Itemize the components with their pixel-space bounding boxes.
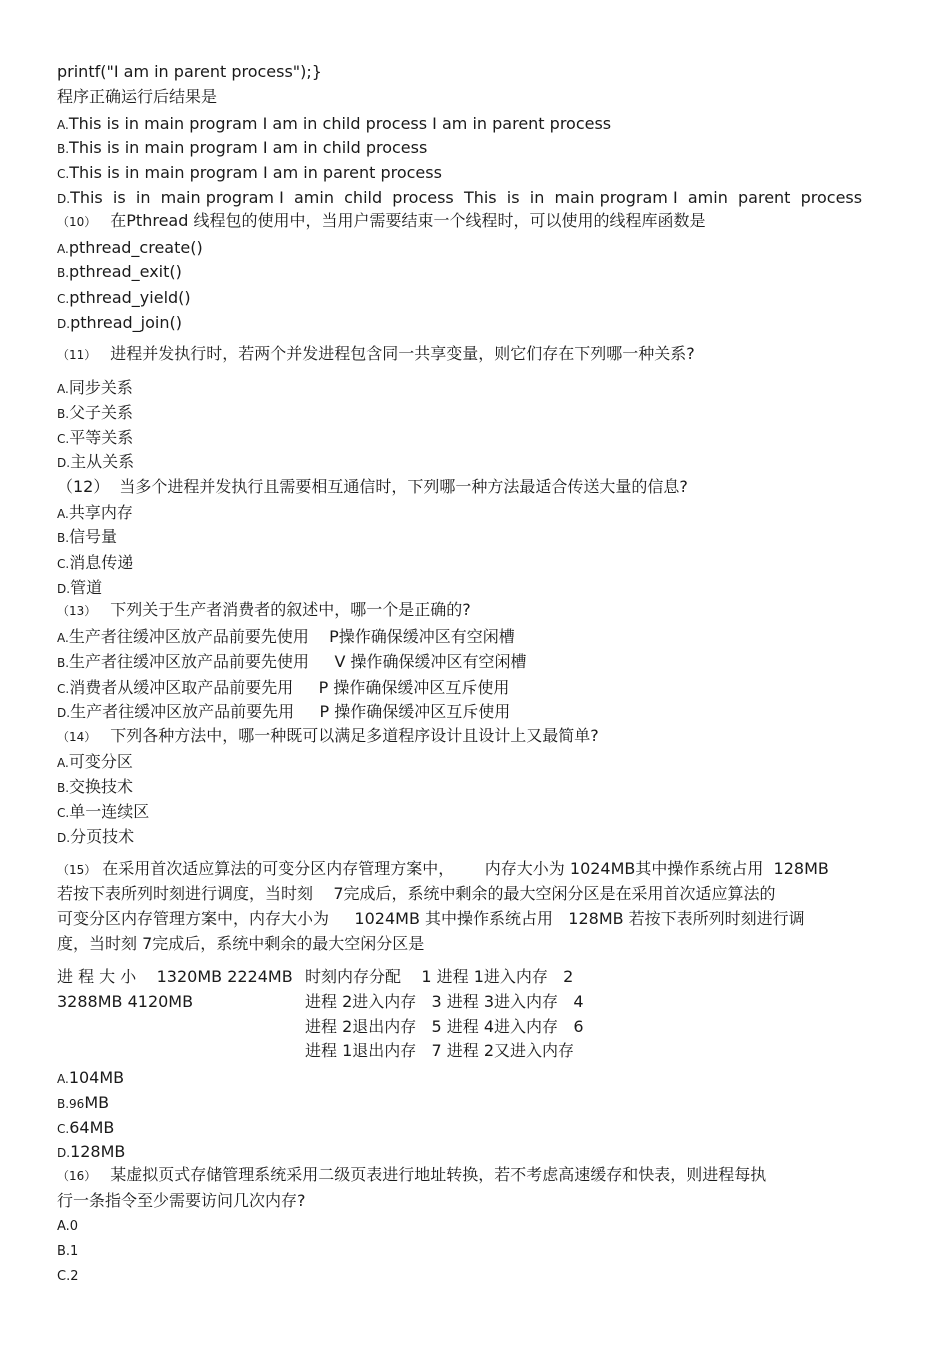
option-14d: D.分页技术: [57, 827, 135, 846]
code-line: printf("I am in parent process");}: [57, 62, 322, 81]
option-15b: B.96MB: [57, 1093, 110, 1112]
option-16a: A.0: [57, 1219, 79, 1234]
question-12: （12） 当多个进程并发执行且需要相互通信时，下列哪一种方法最适合传送大量的信息?: [57, 477, 688, 496]
option-15c: C.64MB: [57, 1118, 115, 1137]
option-13c: C.消费者从缓冲区取产品前要先用 P 操作确保缓冲区互斥使用: [57, 678, 510, 697]
question-15-line2: 若按下表所列时刻进行调度，当时刻 7完成后，系统中剩余的最大空闲分区是在采用首次适应算法的: [57, 884, 776, 903]
option-14b: B.交换技术: [57, 777, 134, 796]
table-left-2: 3288MB 4120MB: [57, 992, 194, 1011]
option-12a: A.共享内存: [57, 503, 133, 522]
table-right-1: 时刻内存分配 1 进程 1进入内存 2: [305, 967, 574, 986]
option-9d: D.This is in main program I amin child process This is in main program I amin parent process: [57, 188, 863, 207]
option-13a: A.生产者往缓冲区放产品前要先使用 P操作确保缓冲区有空闲槽: [57, 627, 515, 646]
question-14: （14） 下列各种方法中，哪一种既可以满足多道程序设计且设计上又最简单?: [57, 726, 599, 745]
option-11a: A.同步关系: [57, 378, 133, 397]
option-15d: D.128MB: [57, 1142, 126, 1161]
option-13b: B.生产者往缓冲区放产品前要先使用 V 操作确保缓冲区有空闲槽: [57, 652, 527, 671]
option-11c: C.平等关系: [57, 428, 134, 447]
option-14a: A.可变分区: [57, 752, 133, 771]
table-right-3: 进程 2退出内存 5 进程 4进入内存 6: [305, 1017, 584, 1036]
option-11d: D.主从关系: [57, 452, 135, 471]
option-10b: B.pthread_exit(): [57, 262, 182, 281]
question-15-line3: 可变分区内存管理方案中，内存大小为 1024MB 其中操作系统占用 128MB 若按下表所列时刻进行调: [57, 909, 805, 928]
option-16b: B.1: [57, 1244, 79, 1259]
table-right-4: 进程 1退出内存 7 进程 2又进入内存: [305, 1041, 575, 1060]
option-12d: D.管道: [57, 578, 103, 597]
option-12b: B.信号量: [57, 527, 118, 546]
question-16-line1: （16） 某虚拟页式存储管理系统采用二级页表进行地址转换，若不考虑高速缓存和快表，则进程每执: [57, 1165, 767, 1184]
option-13d: D.生产者往缓冲区放产品前要先用 P 操作确保缓冲区互斥使用: [57, 702, 511, 721]
option-9c: C.This is in main program I am in parent process: [57, 163, 442, 182]
option-12c: C.消息传递: [57, 553, 134, 572]
question-10: （10） 在Pthread 线程包的使用中，当用户需要结束一个线程时，可以使用的线程库函数是: [57, 211, 706, 230]
question-stem: 程序正确运行后结果是: [57, 87, 218, 106]
option-10c: C.pthread_yield(): [57, 288, 191, 307]
option-9b: B.This is in main program I am in child process: [57, 138, 428, 157]
question-11: （11） 进程并发执行时，若两个并发进程包含同一共享变量，则它们存在下列哪一种关系?: [57, 344, 695, 363]
table-left-1: 进 程 大 小 1320MB 2224MB: [57, 967, 293, 986]
question-13: （13） 下列关于生产者消费者的叙述中，哪一个是正确的?: [57, 600, 471, 619]
question-15-line1: （15） 在采用首次适应算法的可变分区内存管理方案中， 内存大小为 1024MB其中操作系统占用 128MB: [57, 859, 829, 878]
question-16-line2: 行一条指令至少需要访问几次内存?: [57, 1191, 306, 1210]
option-10d: D.pthread_join(): [57, 313, 182, 332]
option-11b: B.父子关系: [57, 403, 134, 422]
option-16c: C.2: [57, 1269, 79, 1284]
option-9a: A.This is in main program I am in child process I am in parent process: [57, 114, 612, 133]
option-10a: A.pthread_create(): [57, 238, 203, 257]
question-15-line4: 度，当时刻 7完成后，系统中剩余的最大空闲分区是: [57, 934, 425, 953]
option-15a: A.104MB: [57, 1068, 125, 1087]
option-14c: C.单一连续区: [57, 802, 150, 821]
table-right-2: 进程 2进入内存 3 进程 3进入内存 4: [305, 992, 584, 1011]
